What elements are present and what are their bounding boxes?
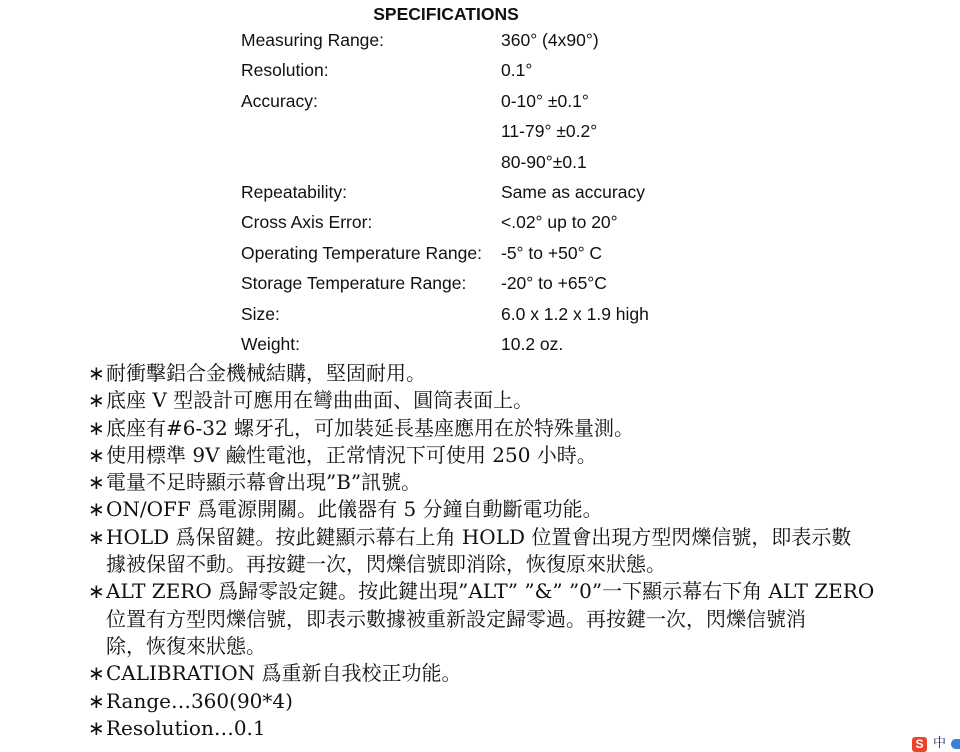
feature-line <box>88 660 954 687</box>
spec-row-storage-temperature <box>241 268 821 298</box>
feature-text: 底座有#6-32 螺牙孔，可加裝延長基座應用在於特殊量測。 <box>106 415 635 440</box>
bullet-marker: ∗ <box>88 361 105 385</box>
spec-value: 0.1° <box>501 60 533 81</box>
ime-toolbar <box>910 736 960 752</box>
spec-row-cross-axis-error <box>241 207 821 237</box>
spec-value: 80-90°±0.1 <box>501 151 587 172</box>
moon-icon[interactable] <box>951 739 960 749</box>
bullet-marker: ∗ <box>88 715 105 740</box>
spec-value: 11-79° ±0.2° <box>501 121 598 142</box>
spec-row-weight <box>241 329 821 359</box>
bullet-marker: ∗ <box>88 661 105 686</box>
specifications-table <box>241 25 821 359</box>
spec-label: Size: <box>241 303 280 324</box>
feature-text: 電量不足時顯示幕會出現”B”訊號。 <box>106 470 422 495</box>
spec-row-accuracy-continued <box>241 147 821 177</box>
spec-row-accuracy-continued <box>241 116 821 146</box>
bullet-marker: ∗ <box>88 470 105 495</box>
feature-item <box>88 715 954 742</box>
feature-line-continued <box>88 606 954 633</box>
feature-item <box>88 524 954 579</box>
feature-text: Resolution…0.1 <box>106 715 266 740</box>
spec-row-accuracy <box>241 86 821 116</box>
feature-line <box>88 524 954 551</box>
spec-label: Measuring Range: <box>241 30 384 50</box>
spec-row-size <box>241 299 821 329</box>
feature-text: ON/OFF 爲電源開關。此儀器有 5 分鐘自動斷電功能。 <box>106 497 603 522</box>
spec-label-empty <box>241 116 501 146</box>
feature-line <box>88 387 954 414</box>
feature-text: 據被保留不動。再按鍵一次，閃爍信號即消除，恢復原來狀態。 <box>106 552 666 577</box>
feature-text: HOLD 爲保留鍵。按此鍵顯示幕右上角 HOLD 位置會出現方型閃爍信號，即表示數 <box>106 524 852 549</box>
sogou-logo-icon[interactable]: S <box>912 737 927 752</box>
bullet-marker: ∗ <box>88 388 105 413</box>
spec-label: Accuracy: <box>241 90 318 111</box>
feature-line <box>88 415 954 442</box>
spec-value: 10.2 oz. <box>501 333 564 354</box>
spec-label: Repeatability: <box>241 181 348 202</box>
feature-text: ALT ZERO 爲歸零設定鍵。按此鍵出現”ALT” ”&” ”0”一下顯示幕右下角 ALT ZERO <box>106 579 875 604</box>
bullet-marker: ∗ <box>88 497 105 522</box>
spec-value: Same as accuracy <box>501 181 645 202</box>
feature-line <box>88 688 954 715</box>
spec-row-measuring-range <box>241 25 821 55</box>
feature-line <box>88 715 954 742</box>
spec-value: <.02° up to 20° <box>501 212 618 233</box>
feature-item <box>88 387 954 414</box>
feature-line <box>88 496 954 523</box>
bullet-marker: ∗ <box>88 688 105 713</box>
bullet-marker: ∗ <box>88 415 105 440</box>
feature-item <box>88 469 954 496</box>
feature-text: Range…360(90*4) <box>106 688 293 713</box>
feature-text: CALIBRATION 爲重新自我校正功能。 <box>106 661 462 686</box>
feature-text: 使用標準 9V 鹼性電池，正常情況下可使用 250 小時。 <box>106 442 597 467</box>
feature-text: 底座 V 型設計可應用在彎曲曲面、圓筒表面上。 <box>106 388 534 413</box>
bullet-marker: ∗ <box>88 524 105 549</box>
feature-text: 耐衝擊鋁合金機械結購，堅固耐用。 <box>106 361 426 385</box>
page-title: SPECIFICATIONS <box>373 4 519 24</box>
feature-item <box>88 688 954 715</box>
spec-label-empty <box>241 147 501 177</box>
feature-list <box>88 360 954 742</box>
spec-label: Storage Temperature Range: <box>241 273 467 294</box>
feature-line <box>88 442 954 469</box>
spec-value: -20° to +65°C <box>501 273 607 294</box>
feature-text: 位置有方型閃爍信號，即表示數據被重新設定歸零過。再按鍵一次，閃爍信號消 <box>106 606 806 631</box>
spec-value: 0-10° ±0.1° <box>501 90 589 111</box>
feature-line <box>88 360 954 387</box>
bullet-marker: ∗ <box>88 442 105 467</box>
spec-row-resolution <box>241 55 821 85</box>
feature-item <box>88 496 954 523</box>
ime-mode-button[interactable]: 中 <box>933 736 947 751</box>
feature-line-continued <box>88 551 954 578</box>
feature-item <box>88 578 954 660</box>
feature-text: 除，恢復來狀態。 <box>106 633 266 658</box>
spec-row-repeatability <box>241 177 821 207</box>
spec-row-operating-temperature <box>241 238 821 268</box>
feature-line <box>88 578 954 605</box>
feature-item <box>88 415 954 442</box>
feature-item <box>88 360 954 387</box>
spec-value: -5° to +50° C <box>501 242 603 263</box>
feature-line-continued <box>88 633 954 660</box>
spec-label: Cross Axis Error: <box>241 212 373 233</box>
spec-value: 6.0 x 1.2 x 1.9 high <box>501 303 649 324</box>
bullet-marker: ∗ <box>88 579 105 604</box>
feature-item <box>88 660 954 687</box>
spec-label: Weight: <box>241 333 301 354</box>
feature-item <box>88 442 954 469</box>
feature-line <box>88 469 954 496</box>
spec-value: 360° (4x90°) <box>501 30 599 50</box>
spec-label: Resolution: <box>241 60 329 81</box>
spec-label: Operating Temperature Range: <box>241 242 482 263</box>
